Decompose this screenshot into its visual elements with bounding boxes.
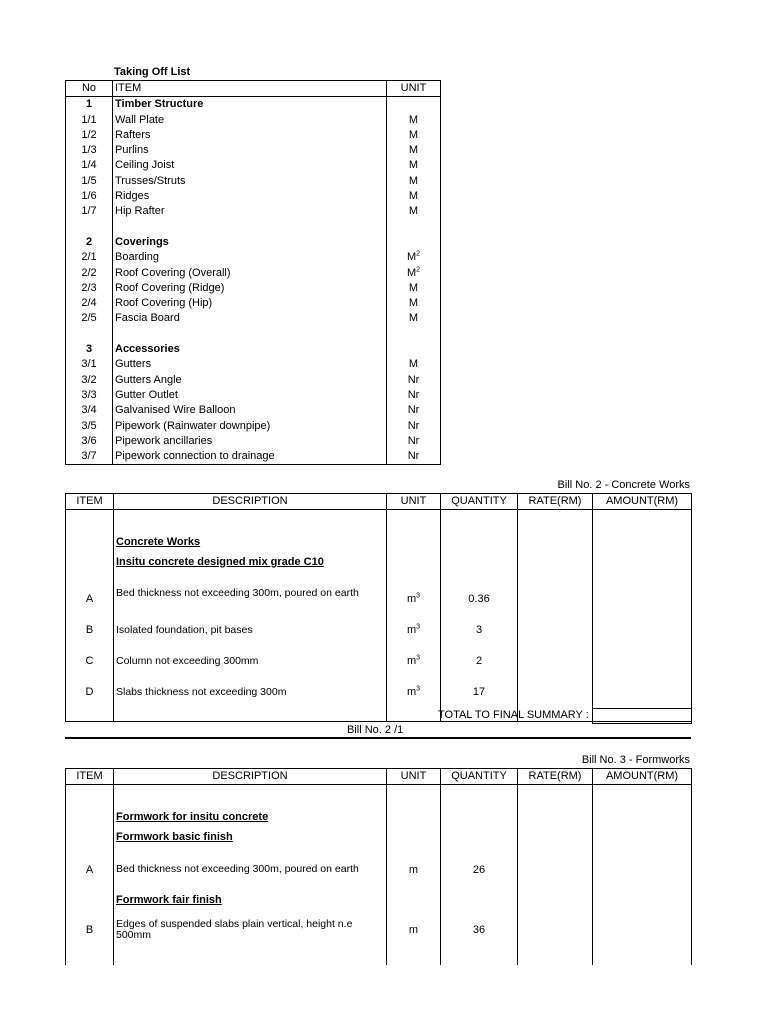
bill2-header-item: ITEM: [66, 494, 114, 510]
row-item: Hip Rafter: [113, 204, 387, 219]
row-item: Galvanised Wire Balloon: [113, 403, 387, 418]
row-no: 2: [66, 235, 113, 250]
unit-text: Nr: [407, 404, 420, 417]
bill2-title: Bill No. 2 - Concrete Works: [557, 479, 690, 491]
row-unit: [387, 357, 441, 372]
unit-text: Nr: [407, 419, 420, 432]
bill2-header-unit: UNIT: [387, 494, 441, 510]
taking-off-row: [66, 296, 441, 311]
header-no: No: [66, 81, 113, 97]
bill2-row-item: B: [66, 615, 114, 646]
row-no: 3/4: [66, 403, 113, 418]
row-no: 1/5: [66, 174, 113, 189]
bill3-header-quantity: QUANTITY: [441, 769, 518, 785]
row-unit: [387, 220, 441, 235]
row-unit: [387, 434, 441, 449]
row-unit: [387, 204, 441, 219]
taking-off-row: [66, 342, 441, 357]
bill3-header-rate: RATE(RM): [518, 769, 593, 785]
row-no: 1/1: [66, 113, 113, 128]
taking-off-row: [66, 174, 441, 189]
row-item: Trusses/Struts: [113, 174, 387, 189]
bill3-header-description: DESCRIPTION: [114, 769, 387, 785]
unit-text: M: [408, 358, 419, 371]
taking-off-row: [66, 220, 441, 235]
row-no: 1/7: [66, 204, 113, 219]
bill3-table: [65, 768, 692, 965]
taking-off-row: [66, 419, 441, 434]
taking-off-row: [66, 403, 441, 418]
taking-off-row: [66, 311, 441, 326]
bill3-title: Bill No. 3 - Formworks: [581, 754, 690, 766]
bill3-row: [66, 915, 692, 945]
unit-text: Nr: [407, 434, 420, 447]
bill3-heading-basic: Formwork basic finish: [116, 830, 233, 843]
bill2-row-unit: [387, 584, 441, 615]
row-item: Fascia Board: [113, 311, 387, 326]
row-unit: [387, 419, 441, 434]
unit-text: Nr: [407, 373, 420, 386]
bill2-heading-insitu: Insitu concrete designed mix grade C10: [116, 555, 324, 568]
unit-text: M: [408, 297, 419, 310]
bill2-row: [66, 615, 692, 646]
row-item: Ridges: [113, 189, 387, 204]
bill2-header-description: DESCRIPTION: [114, 494, 387, 510]
row-no: 3/3: [66, 388, 113, 403]
row-no: 1/6: [66, 189, 113, 204]
unit-text: M: [408, 190, 419, 203]
bill2-row-unit: [387, 646, 441, 677]
row-item: [113, 220, 387, 235]
bill3-row-item: A: [66, 855, 114, 885]
unit-text: Nr: [407, 450, 420, 463]
bill3-row-quantity: 36: [441, 915, 518, 945]
row-unit: [387, 189, 441, 204]
unit-superscript: 3: [416, 623, 421, 631]
row-item: Wall Plate: [113, 113, 387, 128]
taking-off-header-row: [66, 81, 441, 97]
unit-text: M: [408, 174, 419, 187]
bill2-row-quantity: 3: [441, 615, 518, 646]
row-item: Roof Covering (Hip): [113, 296, 387, 311]
unit-text: M: [408, 128, 419, 141]
bill2-row-item: D: [66, 677, 114, 708]
row-unit: [387, 373, 441, 388]
taking-off-row: [66, 235, 441, 250]
row-item: Boarding: [113, 250, 387, 265]
row-no: 3/5: [66, 419, 113, 434]
bill2-total-box: [592, 708, 692, 724]
taking-off-row: [66, 143, 441, 158]
bill3-header-amount: AMOUNT(RM): [593, 769, 692, 785]
bill3-row-unit: m: [387, 855, 441, 885]
bill3-row-unit: m: [387, 915, 441, 945]
row-unit: [387, 388, 441, 403]
row-item: [113, 327, 387, 342]
unit-text: M: [408, 312, 419, 325]
unit-text: M: [406, 251, 417, 264]
bill2-row-quantity: 17: [441, 677, 518, 708]
row-no: 3/2: [66, 373, 113, 388]
row-item: Gutter Outlet: [113, 388, 387, 403]
row-no: 3: [66, 342, 113, 357]
unit-text: M: [408, 281, 419, 294]
unit-superscript: 3: [416, 685, 421, 693]
taking-off-row: [66, 113, 441, 128]
taking-off-row: [66, 449, 441, 465]
taking-off-row: [66, 357, 441, 372]
row-no: [66, 327, 113, 342]
unit-text: m: [406, 655, 417, 667]
row-item: Accessories: [113, 342, 387, 357]
taking-off-row: [66, 97, 441, 113]
bill2-total-label: TOTAL TO FINAL SUMMARY :: [438, 709, 589, 721]
row-unit: [387, 113, 441, 128]
row-no: 1: [66, 97, 113, 113]
row-unit: [387, 327, 441, 342]
unit-superscript: 3: [416, 654, 421, 662]
bill2-row: [66, 584, 692, 615]
row-unit: [387, 296, 441, 311]
row-no: 2/5: [66, 311, 113, 326]
taking-off-row: [66, 327, 441, 342]
row-unit: [387, 311, 441, 326]
row-no: 3/7: [66, 449, 113, 465]
header-unit: UNIT: [387, 81, 441, 97]
bill2-header-rate: RATE(RM): [518, 494, 593, 510]
bill2-header-amount: AMOUNT(RM): [593, 494, 692, 510]
taking-off-row: [66, 388, 441, 403]
bill2-row-unit: [387, 615, 441, 646]
row-no: 2/1: [66, 250, 113, 265]
row-unit: [387, 97, 441, 113]
taking-off-row: [66, 281, 441, 296]
row-item: Roof Covering (Overall): [113, 266, 387, 281]
row-no: 1/2: [66, 128, 113, 143]
bill3-header-item: ITEM: [66, 769, 114, 785]
taking-off-title: Taking Off List: [114, 66, 191, 78]
row-item: Rafters: [113, 128, 387, 143]
bill2-row: [66, 646, 692, 677]
bill2-row-item: C: [66, 646, 114, 677]
row-item: Pipework ancillaries: [113, 434, 387, 449]
row-no: 1/3: [66, 143, 113, 158]
row-unit: [387, 342, 441, 357]
taking-off-row: [66, 128, 441, 143]
taking-off-row: [66, 158, 441, 173]
row-item: Roof Covering (Ridge): [113, 281, 387, 296]
row-no: 2/3: [66, 281, 113, 296]
taking-off-row: [66, 204, 441, 219]
unit-text: M: [406, 266, 417, 279]
bill2-row-unit: [387, 677, 441, 708]
taking-off-table: [65, 80, 441, 465]
bill2-footer: Bill No. 2 /1: [347, 724, 404, 736]
bill2-row-description: Isolated foundation, pit bases: [116, 624, 253, 636]
unit-superscript: 2: [416, 265, 421, 273]
unit-text: m: [406, 593, 417, 605]
unit-superscript: 2: [416, 250, 421, 258]
row-no: 2/4: [66, 296, 113, 311]
row-unit: [387, 403, 441, 418]
bill2-row-description: Bed thickness not exceeding 300m, poured on earth: [116, 588, 359, 599]
taking-off-row: [66, 189, 441, 204]
row-item: Purlins: [113, 143, 387, 158]
row-item: Timber Structure: [113, 97, 387, 113]
unit-text: Nr: [407, 388, 420, 401]
taking-off-row: [66, 373, 441, 388]
bill2-row-description: Slabs thickness not exceeding 300m: [116, 686, 287, 698]
row-unit: [387, 174, 441, 189]
bill3-heading-formwork: Formwork for insitu concrete: [116, 810, 269, 823]
bill2-header-quantity: QUANTITY: [441, 494, 518, 510]
bill3-header-row: [66, 769, 692, 785]
unit-superscript: 3: [416, 592, 421, 600]
taking-off-row: [66, 250, 441, 265]
row-unit: [387, 281, 441, 296]
row-no: 3/6: [66, 434, 113, 449]
row-unit: [387, 143, 441, 158]
bill2-table: [65, 493, 692, 722]
row-no: 2/2: [66, 266, 113, 281]
bill2-row-quantity: 0.36: [441, 584, 518, 615]
header-item: ITEM: [113, 81, 387, 97]
row-no: 1/4: [66, 158, 113, 173]
bill3-heading-fair: Formwork fair finish: [116, 893, 222, 906]
unit-text: m: [406, 624, 417, 636]
row-unit: [387, 158, 441, 173]
unit-text: M: [408, 144, 419, 157]
row-no: 3/1: [66, 357, 113, 372]
bill3-header-unit: UNIT: [387, 769, 441, 785]
bill2-row: [66, 677, 692, 708]
bill2-row-description: Column not exceeding 300mm: [116, 655, 259, 667]
row-item: Pipework (Rainwater downpipe): [113, 419, 387, 434]
row-no: [66, 220, 113, 235]
bill2-header-row: [66, 494, 692, 510]
row-item: Ceiling Joist: [113, 158, 387, 173]
unit-text: M: [408, 113, 419, 126]
bill2-heading-concrete: Concrete Works: [116, 535, 201, 548]
bill2-row-item: A: [66, 584, 114, 615]
row-item: Coverings: [113, 235, 387, 250]
page-divider: [65, 737, 691, 739]
row-unit: [387, 449, 441, 465]
row-item: Pipework connection to drainage: [113, 449, 387, 465]
row-unit: [387, 128, 441, 143]
row-unit: [387, 235, 441, 250]
row-item: Gutters Angle: [113, 373, 387, 388]
taking-off-row: [66, 266, 441, 281]
unit-text: M: [408, 205, 419, 218]
unit-text: m: [406, 686, 417, 698]
row-unit: [387, 266, 441, 281]
bill2-row-quantity: 2: [441, 646, 518, 677]
row-unit: [387, 250, 441, 265]
row-item: Gutters: [113, 357, 387, 372]
bill3-row-description: Bed thickness not exceeding 300m, poured on earth: [116, 864, 359, 875]
bill3-row-item: B: [66, 915, 114, 945]
taking-off-row: [66, 434, 441, 449]
bill3-row: [66, 855, 692, 885]
bill3-row-quantity: 26: [441, 855, 518, 885]
bill3-row-description: Edges of suspended slabs plain vertical, height n.e 500mm: [116, 918, 353, 941]
unit-text: M: [408, 159, 419, 172]
